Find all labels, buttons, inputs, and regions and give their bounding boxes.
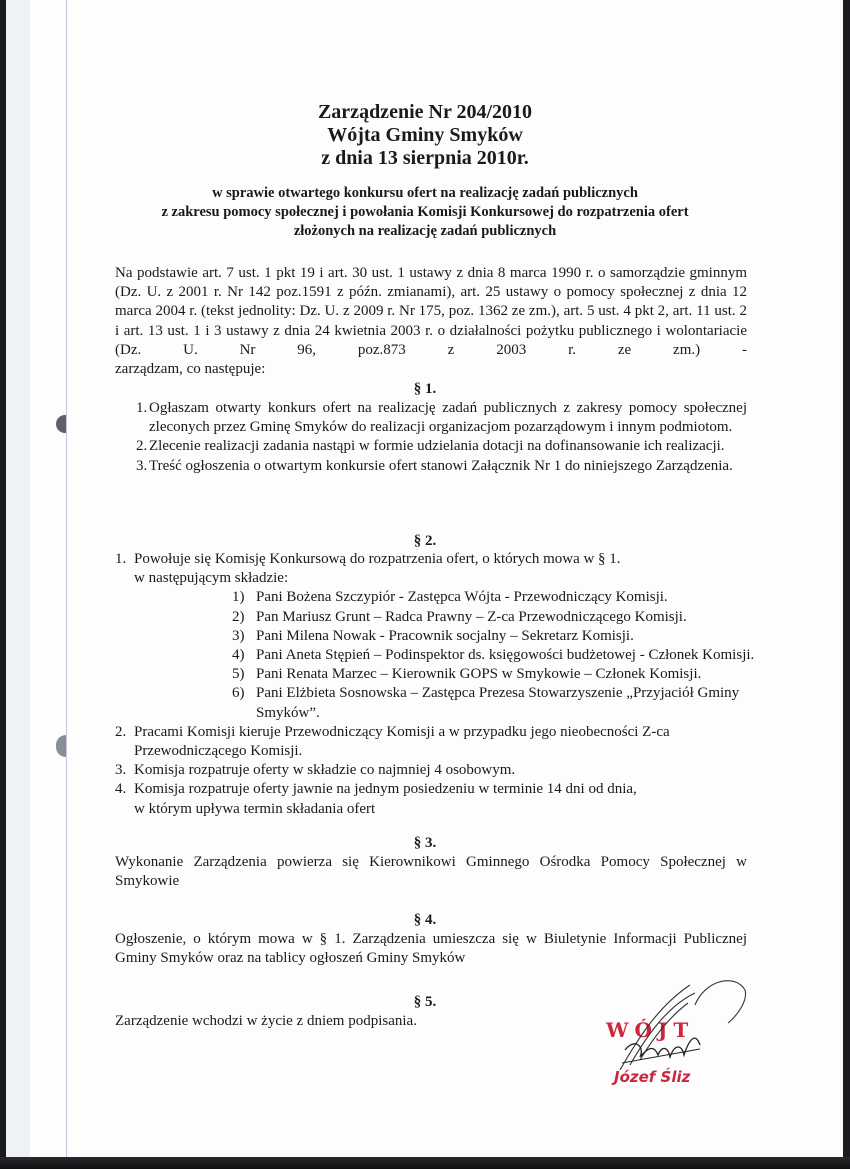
preamble-text: Na podstawie art. 7 ust. 1 pkt 19 i art. 30 ust. 1 ustawy z dnia 8 marca 1990 r. o samorządzie gminnym (Dz. U. z 2001 r. Nr 142 poz.1591 z późn. zmianami), art. 25 ustawy o pomocy społecznej z dnia 12 marca 2004 r. (tekst jednolity: Dz. U. z 2009 r. Nr 175, poz. 1362 ze zm.), art. 5 ust. 4 pkt 2, art. 11 ust. 2 i art. 13 ust. 1 i 3 ustawy z dnia 24 kwietnia 2003 r. o działalności pożytku publicznego i wolontariacie (Dz. U. Nr 96, poz.873 z 2003 r. ze zm.) - — [115, 265, 747, 358]
punch-hole-mark — [56, 735, 66, 757]
section-heading: § 2. — [413, 533, 437, 549]
list-item-text: Treść ogłoszenia o otwartym konkursie ofert stanowi Załącznik Nr 1 do niniejszego Zarządzenia. — [149, 457, 733, 474]
section-heading: § 3. — [413, 835, 437, 851]
section-4-text: Ogłoszenie, o którym mowa w § 1. Zarządzenia umieszcza się w Biuletynie Informacji Publicznej Gminy Smyków oraz na tablicy ogłoszeń Gminy Smyków — [115, 931, 747, 967]
member-text: Pani Elżbieta Sosnowska – Zastępca Prezesa Stowarzyszenie „Przyjaciół Gminy Smyków”. — [256, 685, 740, 721]
committee-member — [232, 665, 755, 684]
section-1-list — [115, 399, 747, 476]
list-number: 1. — [136, 400, 148, 416]
handwritten-signature — [600, 975, 760, 1085]
committee-member — [232, 588, 755, 607]
document-subject — [0, 184, 850, 241]
list-number: 2. — [115, 723, 127, 740]
section-5-text: Zarządzenie wchodzi w życie z dniem podpisania. — [115, 1013, 417, 1029]
preamble-closing: zarządzam, co następuje: — [115, 361, 266, 378]
list-item — [115, 437, 747, 456]
list-number: 3. — [115, 762, 127, 779]
list-item-text: Ogłaszam otwarty konkurs ofert na realizację zadań publicznych z zakresy pomocy społecznej zleconych przez Gminę Smyków do realizacji organizacjom pozarządowym i innym podmiotom. — [149, 400, 747, 436]
committee-member — [232, 608, 755, 627]
stamp-title: WÓJT — [606, 1018, 695, 1042]
section-heading: § 1. — [413, 381, 437, 397]
section-3-text: Wykonanie Zarządzenia powierza się Kierownikowi Gminnego Ośrodka Pomocy Społecznej w Smykowie — [115, 854, 747, 890]
list-item — [115, 550, 755, 723]
list-number: 3) — [232, 627, 245, 644]
list-item — [115, 399, 747, 437]
member-text: Pan Mariusz Grunt – Radca Prawny – Z-ca Przewodniczącego Komisji. — [256, 608, 687, 625]
section-2-list — [115, 550, 755, 819]
member-text: Pani Milena Nowak - Pracownik socjalny – Sekretarz Komisji. — [256, 627, 634, 644]
committee-member — [232, 684, 755, 722]
list-item — [115, 761, 755, 780]
subject-line: z zakresu pomocy społecznej i powołania Komisji Konkursowej do rozpatrzenia ofert — [161, 204, 689, 220]
document-title — [0, 101, 850, 170]
section-heading: § 4. — [413, 912, 437, 928]
list-number: 4) — [232, 647, 245, 664]
list-number: 5) — [232, 666, 245, 683]
committee-member — [232, 627, 755, 646]
committee-members — [134, 588, 755, 722]
title-line: z dnia 13 sierpnia 2010r. — [321, 147, 529, 169]
list-item — [115, 723, 755, 761]
section-heading: § 5. — [413, 994, 437, 1010]
list-number: 1) — [232, 589, 245, 606]
list-number: 2. — [136, 438, 148, 455]
list-item-text: Zlecenie realizacji zadania nastąpi w formie udzielania dotacji na dofinansowanie ich realizacji. — [149, 438, 725, 455]
member-text: Pani Bożena Szczypiór - Zastępca Wójta - Przewodniczący Komisji. — [256, 589, 668, 606]
list-item-text: Komisja rozpatruje oferty jawnie na jednym posiedzeniu w terminie 14 dni od dnia, w którym upływa termin składania ofert — [134, 781, 637, 817]
list-item-text: w następującym składzie: — [134, 570, 289, 587]
title-line: Zarządzenie Nr 204/2010 — [317, 101, 533, 123]
list-item — [115, 780, 755, 818]
list-number: 1. — [115, 551, 127, 567]
list-item-text: Powołuje się Komisję Konkursową do rozpatrzenia ofert, o których mowa w § 1. — [134, 551, 621, 567]
punch-hole-mark — [56, 415, 66, 433]
list-item-text: Pracami Komisji kieruje Przewodniczący Komisji a w przypadku jego nieobecności Z-ca Przewodniczącego Komisji. — [134, 723, 670, 760]
list-number: 2) — [232, 608, 245, 625]
member-text: Pani Renata Marzec – Kierownik GOPS w Smykowie – Członek Komisji. — [256, 666, 702, 683]
subject-line: złożonych na realizację zadań publicznych — [293, 223, 557, 239]
list-number: 4. — [115, 781, 127, 798]
scan-bottom-edge — [0, 1157, 850, 1169]
list-number: 3. — [136, 457, 148, 474]
subject-line: w sprawie otwartego konkursu ofert na realizację zadań publicznych — [212, 185, 638, 201]
list-item — [115, 457, 747, 476]
stamp-name: Józef Śliz — [614, 1068, 691, 1086]
preamble — [115, 264, 747, 379]
member-text: Pani Aneta Stępień – Podinspektor ds. księgowości budżetowej - Członek Komisji. — [256, 647, 755, 664]
list-item-text: Komisja rozpatruje oferty w składzie co najmniej 4 osobowym. — [134, 762, 516, 779]
list-number: 6) — [232, 685, 245, 702]
committee-member — [232, 646, 755, 665]
title-line: Wójta Gminy Smyków — [327, 124, 523, 146]
